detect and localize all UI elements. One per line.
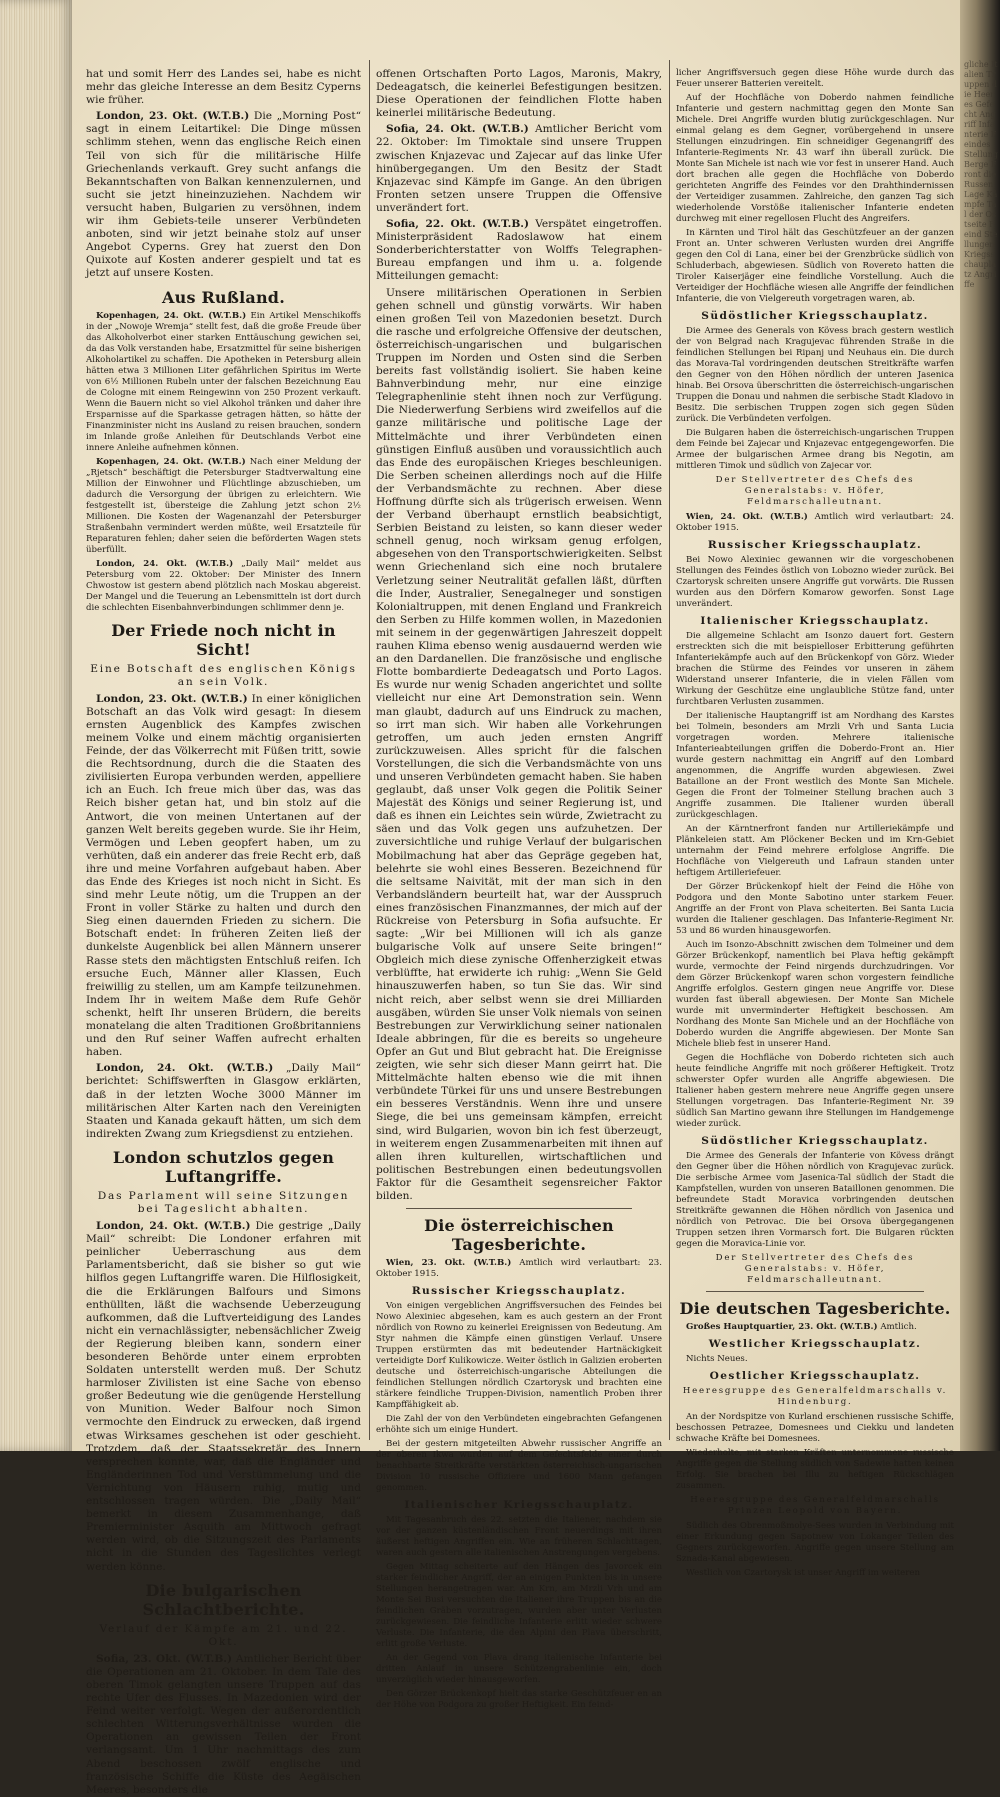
article-paragraph: An der Nordspitze von Kurland erschienen russische Schiffe, beschossen Petrazee, Domesnees und Ciekku und landeten schwache Kräfte bei Domesnees. — [676, 1412, 954, 1444]
column-2 — [376, 68, 662, 1711]
article-paragraph: Von einigen vergeblichen Angriffsversuchen des Feindes bei Nowo Alexiniec abgesehen, kam es auch gestern an der Front nördlich von Rowno zu keinerlei Ereignissen von Bedeutung. Am Styr nahmen die Kämpfe einen günstigen Verlauf. Unsere Truppen erstürmten das mit bedeutender Hartnäckigkeit verteidigte Dorf Kulikowicze. Weiter östlich in Galizien eroberten deutsche und österreichisch-ungarische Abteilungen die feindlichen Stellungen nördlich Czartorysk und brachten eine stärkere feindliche Truppen-Division, namentlich Proben ihrer Kampffähigkeit ab. — [376, 1301, 662, 1411]
article-paragraph: Gegen die Hochfläche von Doberdo richteten sich auch heute feindliche Angriffe mit noch größerer Heftigkeit. Trotz schwerster Opfer wurden alle Angriffe abgewiesen. Die Italiener haben gestern mehrere neue Angriffe gegen unsere Stellungen vorgetragen. Das Infanterie-Regiment Nr. 39 südlich San Martino gewann ihre Stellungen im Handgemenge wieder zurück. — [676, 1053, 954, 1129]
section-heading: Südöstlicher Kriegsschauplatz. — [701, 1135, 929, 1147]
newspaper-page — [72, 0, 960, 1796]
article-paragraph: Der italienische Hauptangriff ist am Nordhang des Karstes bei Tolmein, besonders am Mrzli Vrh und Santa Lucia vorgetragen worden. Mehrere italienische Infanterieabteilungen griffen die Doberdo-Front an. Hier wurde gestern nachmittag ein Angriff auf den Lombard angenommen, die Angriffe wurden abgewiesen. Zwei Bataillone an der Front westlich des Monte San Michele. Gegen die Front der Tolmeiner Stellung brachen auch 3 Angriffe zusammen. Die Italiener wurden überall zurückgeschlagen. — [676, 711, 954, 820]
article-paragraph: Auch im Isonzo-Abschnitt zwischen dem Tolmeiner und dem Görzer Brückenkopf, namentlich bei Plava heftig gekämpft wurde, vermochte der Feind nirgends durchzudringen. Vor dem Görzer Brückenkopf waren schon vorgestern feindliche Angriffe erfolglos. Gestern gingen neue Angriffe vor. Diese wurden fast überall abgewiesen. Der Monte San Michele wurde mit unverminderter Heftigkeit beschossen. Am Nordhang des Monte San Michele und an der Hochfläche von Doberdo wurden die Angriffe abgewiesen. Der Monte San Michele blieb fest in unserer Hand. — [676, 940, 954, 1049]
headline-london: London schutzlos gegen Luftangriffe. — [112, 1147, 335, 1186]
section-heading: Italienischer Kriegsschauplatz. — [700, 615, 930, 627]
continued-text: offenen Ortschaften Porto Lagos, Maronis, Makry, Dedeagatsch, die keinerlei Befestigungen besitzen. Diese Operationen der feindlichen Flotte haben keinerlei militärische Bedeutung. — [376, 68, 662, 120]
column-rule — [369, 60, 370, 1440]
section-heading: Westlicher Kriegsschauplatz. — [708, 1338, 922, 1350]
section-heading: Südöstlicher Kriegsschauplatz. — [701, 310, 929, 322]
headline-bulgarisch: Die bulgarischen Schlachtberichte. — [142, 1580, 305, 1619]
article-paragraph: Nichts Neues. — [686, 1354, 748, 1364]
article-paragraph: Gegen Mittag scheiterte auf den Hängen des Javorcek ein starker feindlicher Angriff, der an einigen Punkten bis in unsere Stellungen herangetragen war. Am Krn, am Mrzli Vrh und am Monte Sei Busi versuchten die Italiener ihre Truppen bis an die feindlichen Gräben vorzutragen, wurden aber unter Verlusten zurückgewiesen. Die feindliche Infanterie erlitt wieder schwere Verluste. Die Infanterie, die den Alpini den Plava überschritt, erlitt große Verluste. — [376, 1562, 662, 1650]
article-paragraph: London, 23. Okt. (W.T.B.) Die „Morning Post“ sagt in einem Leitartikel: Die Dinge müssen schlimm stehen, wenn das englische Reich einen Teil von sich für die militärische Hilfe Griechenlands verkauft. Grey sucht anfangs die Bekanntschaften von Balkan kennenzulernen, und sucht sie jetzt hineinzuziehen. Nachdem wir versucht haben, Bulgarien zu versöhnen, indem wir ihm Gebiets-teile unserer Verbündeten anboten, sind wir jetzt beinahe stolz auf unser Angebot Cyperns. Grey hat zuerst den Don Quixote auf Kosten anderer gespielt und tat es jetzt auf unsere Kosten. — [86, 110, 361, 280]
article-paragraph: London, 23. Okt. (W.T.B.) In einer königlichen Botschaft an das Volk wird gesagt: In diesem ernsten Augenblick des Kampfes zwischen meinem Volke und einem mächtig organisierten Feinde, der das Völkerrecht mit Füßen tritt, sowie die Rechtsordnung, durch die die Staaten des zivilisierten Europa verbunden werden, appelliere ich an Euch. Ich freue mich über das, was das Reich bisher getan hat, und bin stolz auf die Antwort, die von meinen Untertanen auf der ganzen Welt bereits gegeben wurde. Sie ihr Heim, Vermögen und Leben geopfert haben, um zu verhüten, daß ein anderer das freie Recht erb, daß ihre und meine Vorfahren aufgebaut haben. Aber das Ende des Krieges ist noch nicht in Sicht. Es sind mehr Leute nötig, um die Truppen an der Front in voller Stärke zu halten und durch den Sieg einen dauernden Frieden zu sichern. Die Botschaft endet: In früheren Zeiten ließ der dunkelste Augenblick bei allen Männern unserer Rasse stets den mächtigsten Entschluß reifen. Ich ersuche Euch, Männer aller Klassen, Euch freiwillig zu stellen, um am Kampfe teilzunehmen. Indem Ihr in weitem Maße dem Rufe Gehör schenkt, helft Ihr unseren Brüdern, die bereits monatelang die alten Traditionen Großbritanniens und den Ruf seiner Waffen aufrecht erhalten haben. — [86, 692, 361, 1059]
subheadline: Das Parlament will seine Sitzungen bei Tageslicht abhalten. — [97, 1189, 350, 1215]
continued-text: licher Angriffsversuch gegen diese Höhe wurde durch das Feuer unserer Batterien vereitelt. — [676, 68, 954, 89]
book-binding-gutter — [960, 0, 1000, 1451]
continued-text: hat und somit Herr des Landes sei, habe es nicht mehr das gleiche Interesse an dem Besitz Cyperns wie früher. — [86, 68, 361, 107]
article-paragraph: London, 24. Okt. (W.T.B.) „Daily Mail“ meldet aus Petersburg vom 22. Oktober: Der Minister des Innern Chwostow ist gestern abend plötzlich nach Moskau abgereist. Der Mangel und die Teuerung an Lebensmitteln ist dort durch die schlechten Eisenbahnverbindungen schlimmer denn je. — [86, 558, 361, 613]
article-paragraph: Die Zahl der von den Verbündeten eingebrachten Gefangenen erhöhte sich um einige Hundert. — [376, 1414, 662, 1436]
article-paragraph: Kopenhagen, 24. Okt. (W.T.B.) Ein Artikel Menschikoffs in der „Nowoje Wremja“ stellt fest, daß die große Freude über das Alkoholverbot einer starken Enttäuschung gewichen sei, da das Volk verstanden habe, Ersatzmittel für seine bisherigen Alkoholartikel zu schaffen. Die Apotheken in Petersburg allein hätten etwa 3 Millionen Liter gefährlichen Spiritus im Werte von 6½ Millionen Rubeln unter der falschen Bezeichnung Eau de Cologne mit einem Reingewinn von 250 Prozent verkauft. Wenn die Bauern nicht so viel Alkohol tränken und daher ihre Ersparnisse auf die Sparkasse getragen hätten, so hätte der Finanzminister nicht ins Ausland zu reisen brauchen, sondern im Inlande große Anleihen für Deutschlands Verbot eine innere Anleihe aufnehmen können. — [86, 310, 361, 453]
article-paragraph: Wien, 23. Okt. (W.T.B.) Amtlich wird verlautbart: 23. Oktober 1915. — [376, 1258, 662, 1280]
section-divider — [406, 1208, 632, 1209]
section-heading: Russischer Kriegsschauplatz. — [707, 539, 923, 551]
section-divider — [706, 1291, 924, 1292]
article-paragraph: Die Armee des Generals von Kövess brach gestern westlich der von Belgrad nach Kragujevac führenden Straße in die feindlichen Stellungen bei Ripanj und Neuhaus ein. Die durch das Morava-Tal vordringenden deutschen Streitkräfte warfen den Gegner von den Höhen nördlich der unteren Jasenica hinab. Bei Orsova überschritten die österreichisch-ungarischen Truppen die Donau und nahmen die serbische Stadt Kladovo in Besitz. Die serbischen Truppen zogen sich gegen Süden zurück. Die Verbündeten verfolgen. — [676, 326, 954, 424]
article-paragraph: Mit Tagesanbruch des 22. setzten die Italiener, nachdem sie vor der ganzen küstenländischen Front neuerdings mit ihren äußerst heftigen Angriffen ein. Wie an früheren Schlachttagen, waren auch gestern alle italienischen Anstrengungen vergebens. — [376, 1515, 662, 1559]
book-page-edges — [0, 0, 72, 1451]
article-paragraph: Den Görzer Brückenkopf hielt das starke Geschützfeuer en an der Höhe von Podgora zu großer Heftigkeit. Ein feind- — [376, 1689, 662, 1711]
article-paragraph: Die allgemeine Schlacht am Isonzo dauert fort. Gestern erstreckten sich die mit beispielloser Erbitterung geführten Infanteriekämpfe auch auf den Brückenkopf von Görz. Wieder brachen die Stürme des Feindes vor unseren in zähem Widerstand unserer Infanterie, die in vielen Fällen vom Wirkung der Geschütze eine unglaubliche Stütze fand, unter furchtbaren Verlusten zusammen. — [676, 631, 954, 707]
article-paragraph: Südlich des Obrenmoßmolye-Sees wurden in Verbindung mit einer Erkundung gegen Sapotnew von Lokanger Teilen des Gegners zurückgeworfen. Angriffe gegen unsere Stellung am Sznada-Kanal abgewiesen. — [676, 1521, 954, 1564]
column-3 — [676, 68, 954, 1578]
subheadline: Verlauf der Kämpfe am 21. und 22. Okt. — [99, 1622, 348, 1648]
article-paragraph: Wiederholte, mit starken Kräften unternommene russische Angriffe gegen die Stellung südlich von Sadewie hatten keinen Erfolg. Sie brachen bei Illu zu heftigen Rückschlägen zusammen. — [676, 1448, 954, 1491]
column-1 — [86, 68, 361, 1796]
article-paragraph: Sofia, 22. Okt. (W.T.B.) Verspätet eingetroffen. Ministerpräsident Radoslawow hat einem Sonderberichterstatter von Wolffs Telegraphen-Bureau empfangen und ihm u. a. folgende Mitteilungen gemacht: — [376, 218, 662, 283]
article-paragraph: Bei Nowo Alexiniec gewannen wir die vorgeschobenen Stellungen des Feindes östlich von Lobozno wieder zurück. Bei Czartorysk schreiten unsere Angriffe gut vorwärts. Die Russen wurden aus den Dörfern Komarow geworfen. Sonst Lage unverändert. — [676, 555, 954, 609]
article-paragraph: London, 24. Okt. (W.T.B.) Die gestrige „Daily Mail“ schreibt: Die Londoner erfahren mit peinlicher Ueberraschung aus dem Parlamentsbericht, daß sie bisher so gut wie hilflos gegen Luftangriffe waren. Die Hilflosigkeit, die die Erklärungen Balfours und Simons enthüllten, läßt die wachsende Ueberzeugung aufkommen, daß die Luftverteidigung des Landes nicht ein vernachlässigter, nebensächlicher Zweig der Regierung bleiben kann, sondern einer besonderen Behörde unter einem erprobten Soldaten unterstellt werden muß. Der Schutz harmloser Zivilisten ist eine Sache von ebenso großer Bedeutung wie die genügende Herstellung von Munition. Weder Balfour noch Simon vermochte den Eindruck zu erwecken, daß irgend etwas Wirksames geschehen ist oder geschieht. Trotzdem, daß der Staatssekretär des Innern versprechen konnte, war, daß die Engländer und Engländerinnen Tod und Verstümmelung und die Vernichtung von Häusern ruhig, mutig und entschlossen tragen würden. Die „Daily Mail“ bemerkt in diesem Zusammenhange, daß Premierminister Asquith am Mittwoch gefragt werden wird, ob die Sitzungszeit des Parlaments nicht in die Stunden des Tageslichtes verlegt werden könne. — [86, 1220, 361, 1573]
section-heading: Russischer Kriegsschauplatz. — [411, 1285, 627, 1298]
headline-oesterreich: Die österreichischen Tagesberichte. — [424, 1216, 614, 1255]
article-paragraph: Kopenhagen, 24. Okt. (W.T.B.) Nach einer Meldung der „Rjetsch“ beschäftigt die Petersburger Stadtverwaltung eine Million der Einwohner und Flüchtlinge abzuschieben, um dadurch die Versorgung der übrigen zu erleichtern. Wie festgestellt ist, übersteige die Zahlung jetzt schon 2½ Millionen. Die Kosten der Wagenanzahl der Petersburger Straßenbahn vermindert werden müßte, weil Ersatzteile für Reparaturen fehlen; daher seien die beförderten Wagen stets überfüllt. — [86, 456, 361, 555]
headline-friede: Der Friede noch nicht in Sicht! — [111, 620, 336, 659]
signature: Der Stellvertreter des Chefs des Generalstabs: v. Höfer, Feldmarschalleutnant. — [715, 475, 915, 507]
article-paragraph: Der Görzer Brückenkopf hielt der Feind die Höhe von Podgora und den Monte Sabotino unter starkem Feuer. Angriffe an der Front von Plava scheiterten. Bei Santa Lucia wurden die Italiener geschlagen. Das Infanterie-Regiment Nr. 53 und 86 wurden hinausgeworfen. — [676, 882, 954, 936]
article-paragraph: Großes Hauptquartier, 23. Okt. (W.T.B.) Amtlich. — [686, 1322, 917, 1332]
subheadline: Heeresgruppe des Generalfeldmarschalls v. Hindenburg. — [682, 1386, 948, 1407]
article-paragraph: An der Gegend von Plava drang italienische Infanterie bei dritten Anlauf in unsere Schützengrabenlinie ein, doch unverzüglich wieder hinausgeworfen. — [376, 1653, 662, 1686]
signature: Der Stellvertreter des Chefs des Generalstabs: v. Höfer, Feldmarschalleutnant. — [715, 1253, 915, 1285]
subheadline: Eine Botschaft des englischen Königs an sein Volk. — [90, 662, 357, 688]
headline-russland: Aus Rußland. — [162, 287, 285, 307]
article-paragraph: Wien, 24. Okt. (W.T.B.) Amtlich wird verlautbart: 24. Oktober 1915. — [676, 512, 954, 533]
article-paragraph: Die Bulgaren haben die österreichisch-ungarischen Truppen dem Feinde bei Zajecar und Knjazevac entgegengeworfen. Die Armee der bulgarischen Armee drang bis Negotin, am mittleren Timok und südlich von Zajecar vor. — [676, 428, 954, 471]
article-paragraph: An der Kärntnerfront fanden nur Artilleriekämpfe und Plänkeleien statt. Am Plöckener Becken und im Krn-Gebiet unternahm der Feind mehrere erfolglose Angriffe. Die Hochfläche von Vielgereuth und Lafraun standen unter heftigem Artilleriefeuer. — [676, 824, 954, 878]
article-paragraph: London, 24. Okt. (W.T.B.) „Daily Mail“ berichtet: Schiffswerften in Glasgow erklärten, daß in der letzten Woche 3000 Männer im militärischen Alter Karten nach den Vereinigten Staaten und Kanada gekauft hätten, um sich dem indirekten Zwang zum Kriegsdienst zu entziehen. — [86, 1062, 361, 1140]
article-paragraph: In Kärnten und Tirol hält das Geschützfeuer an der ganzen Front an. Unter schweren Verlusten wurden drei Angriffe gegen den Col di Lana, einer bei der Grenzbrücke südlich von Schluderbach, abgewiesen. Südlich von Rovereto hatten die Tiroler Kaiserjäger eine feindliche Vorstellung. Auch die Verteidiger der Hochfläche wiesen alle Angriffe der feindlichen Infanterie, die von Vielgereuth vorgetragen waren, ab. — [676, 228, 954, 304]
section-heading: Oestlicher Kriegsschauplatz. — [709, 1370, 921, 1382]
headline-deutsch: Die deutschen Tagesberichte. — [679, 1299, 951, 1318]
article-paragraph: Westlich von Czartorysk ist unser Angriff im weiteren — [686, 1568, 920, 1578]
column-rule — [669, 60, 670, 1440]
subheadline: Heeresgruppe des Generalfeldmarschalls Prinzen Leopold von Bayern. — [690, 1495, 940, 1516]
article-paragraph: Sofia, 23. Okt. (W.T.B.) Amtlicher Bericht über die Operationen am 21. Oktober. In dem Tale des oberen Timok gelangten unsere Truppen auf das rechte Ufer des Flusses. In Mazedonien wird der Feind weiter verfolgt. Wegen der außerordentlich schlechten Witterungsverhältnisse wurden die Operationen an gewissen Teilen der Front verlangsamt. Um 1 Uhr nachmittags des zum Abend beschossen zwölf englische und französische Schiffe die Küste des Aegäischen Meeres, besonders die — [86, 1652, 361, 1796]
article-paragraph: Bei der gestern mitgeteilten Abwehr russischer Angriffe an der oberen Ikwa wurden auf dem Gefechtsfelde einer durch benachbarte Streitkräfte verstärkten österreichisch-ungarischen Division 10 russische Offiziere und 1600 Mann gefangen genommen. — [376, 1439, 662, 1494]
article-paragraph: Sofia, 24. Okt. (W.T.B.) Amtlicher Bericht vom 22. Oktober: Im Timoktale sind unsere Truppen zwischen Knjazevac und Zajecar auf das linke Ufer hinübergegangen. Um den Besitz der Stadt Knjazevac sind Kämpfe im Gange. An den übrigen Fronten setzen unsere Truppen die Offensive unverändert fort. — [376, 123, 662, 214]
adjacent-page-fragment: gliche Italien Truppen die Heeres Gefecht Angriff Infanterie Feindes Stellung Berge Front die Russen Lage Kämpfe Tal der Ostseite Feind Stellungen Kriegsschauplatz Angriffe — [964, 60, 998, 289]
article-paragraph: Auf der Hochfläche von Doberdo nahmen feindliche Infanterie und gestern nachmittag gegen den Monte San Michele. Drei Angriffe wurden blutig zurückgeschlagen. Nur einmal gelang es dem Gegner, vorübergehend in unsere Stellungen einzudringen. Ein schneidiger Gegenangriff des Infanterie-Regiments Nr. 43 warf ihn überall zurück. Die Monte San Michele ist nach wie vor fest in unserer Hand. Auch dort brachen alle gegen die Hochfläche von Doberdo gerichteten Angriffe des Feindes vor den Drahthindernissen der Verteidiger zusammen. Zahlreiche, den ganzen Tag sich wiederholende Vorstöße italienischer Infanterie endeten durchweg mit einer regellosen Flucht des Angreifers. — [676, 93, 954, 224]
dateline: London, 23. Okt. (W.T.B.) — [96, 110, 250, 123]
article-paragraph: Die Armee des Generals der Infanterie von Kövess drängt den Gegner über die Höhen nördlich von Kragujevac zurück. Die serbische Armee vom Jasenica-Tal südlich der Stadt die Kampfstellen, wurden von unseren Bataillonen genommen. Die befreundete Stadt Moravica vorbringenden deutschen Streitkräfte gewannen die Höhen nördlich von Jasenica und nördlich von Petrovac. Die bei Orsova übergegangenen Truppen setzen ihren Vormarsch fort. Die Bulgaren rückten gegen die Moravica-Linie vor. — [676, 1151, 954, 1249]
section-heading: Italienischer Kriegsschauplatz. — [404, 1499, 634, 1512]
article-paragraph: Unsere militärischen Operationen in Serbien gehen schnell und günstig vorwärts. Wir haben einen großen Teil von Mazedonien besetzt. Durch die rasche und erfolgreiche Offensive der deutschen, österreichisch-ungarischen und bulgarischen Truppen im Norden und Osten sind die Serben bereits fast vollständig isoliert. Sie haben keine Bahnverbindung mehr, nur eine einzige Telegraphenlinie steht ihnen noch zur Verfügung. Die Niederwerfung Serbiens wird zweifellos auf die ganze militärische und politische Lage der Mittelmächte und ihrer Verbündeten einen günstigen Einfluß ausüben und voraussichtlich auch das Ende des europäischen Krieges beschleunigen. Die Serben scheinen allerdings noch auf die Hilfe der Verbandsmächte zu rechnen. Aber diese Hoffnung dürfte sich als trügerisch erweisen. Wenn der Verband überhaupt ernstlich beabsichtigt, Serbien Beistand zu leisten, so kann dieser weder schnell genug, noch wirksam genug erfolgen, abgesehen von den Transportschwierigkeiten. Selbst wenn Griechenland sich eine noch brutalere Verletzung seiner Neutralität gefallen läßt, dürften die Inder, Australier, Senegalneger und sonstigen Kolonialtruppen, mit denen England und Frankreich den Serben zu Hilfe kommen wollen, in Mazedonien mit seinem in der gegenwärtigen Jahreszeit doppelt rauhen Klima ebenso wenig ausdauernd werden wie an den Dardanellen. Die französische und englische Flotte bombardierte Dedeagatsch und Porto Lagos. Es wurde nur wenig Schaden angerichtet und sollte vielleicht nur eine Art Demonstration sein. Wenn man glaubt, dadurch auf uns Eindruck zu machen, so irrt man sich. Wir haben alle Vorkehrungen getroffen, um auch jeden ernsten Angriff zurückzuweisen. Alles spricht für die falschen Vorstellungen, die sich die Verbandsmächte von uns und unseren Verbündeten gemacht haben. Sie haben geglaubt, daß unser Volk gegen die Politik Seiner Majestät des Königs und seiner Regierung ist, und daß es ihnen ein Leichtes sein würde, Zwietracht zu säen und das Volk gegen uns aufzuhetzen. Der zuversichtliche und ruhige Verlauf der bulgarischen Mobilmachung hat aber das Gepräge gegeben hat, belehrte sie wohl eines Besseren. Bezeichnend für die seltsame Naivität, mit der man sich in den Verbandsländern beurteilt hat, war der Ausspruch eines französischen Finanzmannes, der mich auf der Rückreise von Petersburg in Sofia aufsuchte. Er sagte: „Wir bei Millionen will ich als ganze bulgarische Volk auf unsere Seite bringen!“ Obgleich mich diese zynische Offenherzigkeit etwas verblüffte, hat erwiderte ich ruhig: „Wenn Sie Geld hinauszuwerfen haben, so tun Sie das. Wir sind nicht reich, aber selbst wenn sie drei Milliarden ausgäben, würden Sie unser Volk niemals von seinen Bestrebungen zur Verwirklichung seiner nationalen Ideale abbringen, für die es bereits so ungeheure Opfer an Gut und Blut gebracht hat. Die Ereignisse zeigten, wie sehr sich dieser Mann geirrt hat. Die Mittelmächte halten ebenso wie die mit ihnen verbündete Türkei für uns und unsere Bestrebungen ein besseres Verständnis. Wenn ihre und unsere Siege, die bei uns gemeinsam kämpfen, erreicht sind, wird Bulgarien, wovon bin ich fest überzeugt, in weiterem engen Zusammenarbeiten mit ihnen auf allen ihren kulturellen, wirtschaftlichen und politischen Bestrebungen einen bedeutungsvollen Faktor für die Gesamtheit segensreicher Faktor bilden. — [376, 286, 662, 1202]
